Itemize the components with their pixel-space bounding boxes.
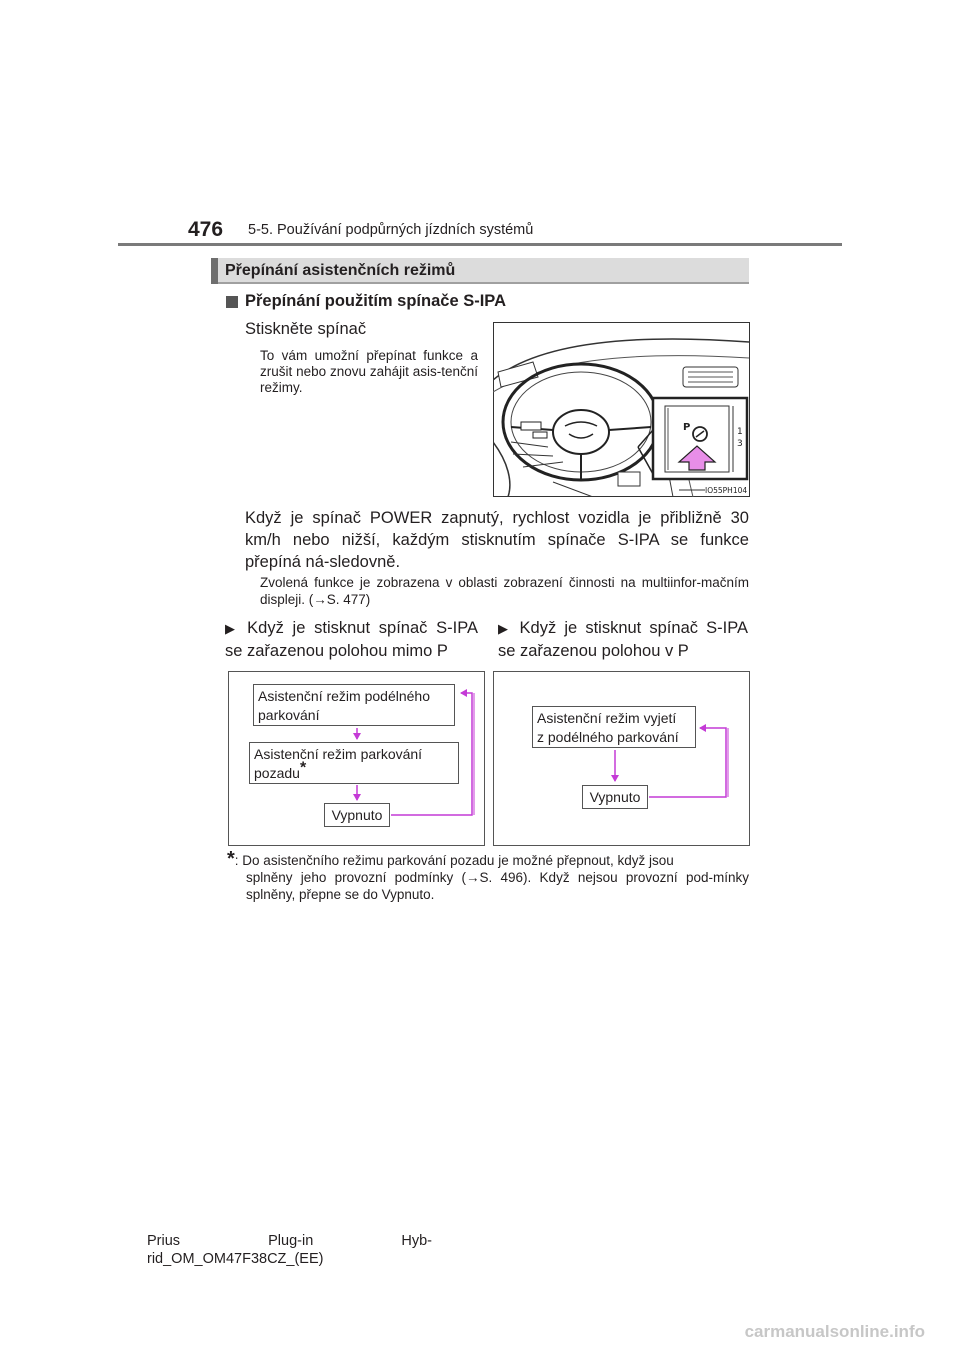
chapter-title: 5-5. Používání podpůrných jízdních systémů xyxy=(248,222,534,238)
subsection-square-icon xyxy=(226,296,238,308)
right-heading-text: Když je stisknut spínač S-IPA se zařazenou polohou v P xyxy=(498,619,748,660)
figure-p-label: P xyxy=(683,422,691,433)
footnote-mark: * xyxy=(299,759,307,777)
triangle-bullet-icon: ▶ xyxy=(225,621,240,636)
section-title: Přepínání asistenčních režimů xyxy=(225,262,456,279)
subsection-title: Přepínání použitím spínače S-IPA xyxy=(245,292,506,310)
page-number: 476 xyxy=(188,218,224,241)
footnote-star: * xyxy=(227,848,235,870)
left-heading-text: Když je stisknut spínač S-IPA se zařazenou polohou mimo P xyxy=(225,619,478,660)
main-paragraph: Když je spínač POWER zapnutý, rychlost vozidla je přibližně 30 km/h nebo nižší, každým stisknutím spínače S-IPA se funkce přepíná ná-sledovně. xyxy=(245,509,749,571)
left-column-heading xyxy=(225,617,478,662)
watermark: carmanualsonline.info xyxy=(744,1322,925,1341)
state-back-in-parking: Asistenční režim parkování pozadu* xyxy=(249,742,459,784)
page-footer: Prius Plug-in Hyb- rid_OM_OM47F38CZ_(EE) xyxy=(147,1233,432,1267)
right-diagram-arrows xyxy=(494,672,751,847)
step-note: To vám umožní přepínat funkce a zrušit nebo znovu zahájit asis-tenční režimy. xyxy=(260,348,478,395)
right-column-heading xyxy=(498,617,748,662)
paragraph-note: Zvolená funkce je zobrazena v oblasti zobrazení činnosti na multiinfor-mačním displeji. (→S. 477) xyxy=(260,575,749,607)
svg-text:1: 1 xyxy=(737,427,743,437)
state-parallel-parking: Asistenční režim podélného parkování xyxy=(253,684,455,726)
state-off: Vypnuto xyxy=(582,785,648,809)
section-marker xyxy=(211,258,218,284)
s-ipa-switch-illustration xyxy=(493,322,750,497)
state-parallel-exit: Asistenční režim vyjetí z podélného parkování xyxy=(532,706,696,748)
svg-text:3: 3 xyxy=(737,439,743,449)
right-mode-diagram xyxy=(493,671,750,846)
footnote: *: Do asistenčního režimu parkování pozadu je možné přepnout, když jsou splněny jeho provozní podmínky (→S. 496). Když nejsou provozní pod-mínky splněny, přepne se do Vypnuto. xyxy=(227,848,749,902)
left-diagram-arrows xyxy=(229,672,486,847)
left-mode-diagram xyxy=(228,671,485,846)
triangle-bullet-icon: ▶ xyxy=(498,621,512,636)
figure-code: IO55PH104 xyxy=(705,486,748,495)
header-rule xyxy=(118,243,842,246)
state-off: Vypnuto xyxy=(324,803,390,827)
step-text: Stiskněte spínač xyxy=(245,320,367,338)
